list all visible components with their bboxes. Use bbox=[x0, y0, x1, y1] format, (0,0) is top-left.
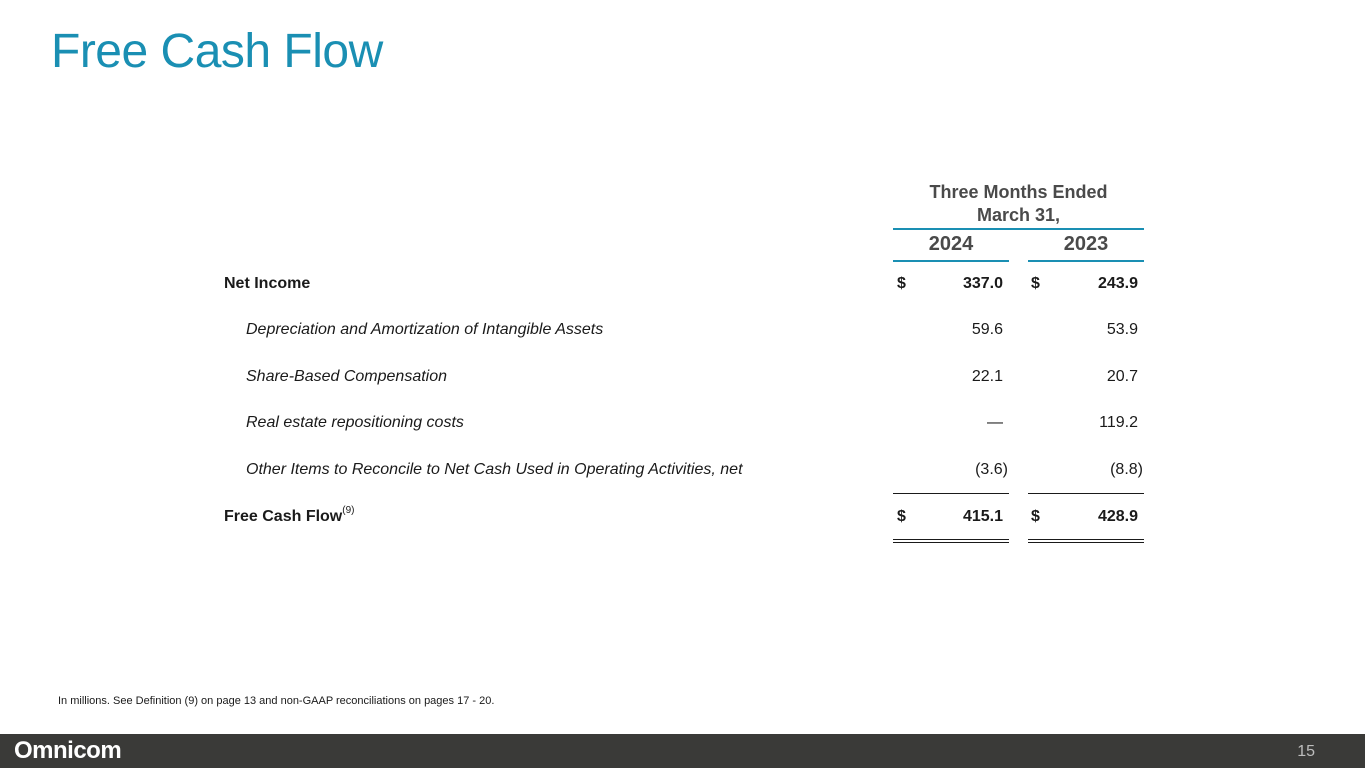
dollar-sign: $ bbox=[897, 275, 906, 292]
dollar-sign: $ bbox=[1031, 275, 1040, 292]
year-rule-2023 bbox=[1028, 260, 1144, 262]
footer-bar bbox=[0, 734, 1365, 768]
total-double-rule-2023 bbox=[1028, 539, 1144, 543]
table-row-depreciation bbox=[0, 321, 1365, 345]
subtotal-rule-2024 bbox=[893, 493, 1009, 494]
omnicom-logo: Omnicom bbox=[14, 737, 122, 764]
table-row-free-cash-flow bbox=[0, 505, 1365, 532]
value-2023: 53.9 bbox=[1106, 321, 1138, 338]
year-rule-2024 bbox=[893, 260, 1009, 262]
row-label: Real estate repositioning costs bbox=[246, 414, 464, 431]
value-2023: (8.8) bbox=[1110, 461, 1143, 478]
value-2024: (3.6) bbox=[975, 461, 1008, 478]
value-2024: 337.0 bbox=[962, 275, 1003, 292]
value-2023: 428.9 bbox=[1097, 508, 1138, 525]
value-2024: 59.6 bbox=[971, 321, 1003, 338]
period-header bbox=[893, 181, 1144, 227]
value-2023: 119.2 bbox=[1099, 414, 1138, 431]
row-label: Share-Based Compensation bbox=[246, 368, 448, 385]
row-label: Net Income bbox=[224, 275, 311, 292]
row-label bbox=[224, 505, 355, 526]
value-2023: 20.7 bbox=[1106, 368, 1138, 385]
value-2024: — bbox=[987, 414, 1003, 431]
dollar-sign: $ bbox=[897, 508, 906, 525]
row-label: Other Items to Reconcile to Net Cash Used in Operating Activities, net bbox=[246, 461, 743, 478]
period-header-line1: Three Months Ended bbox=[929, 182, 1108, 202]
period-header-line2: March 31, bbox=[976, 205, 1061, 225]
year-header-2023: 2023 bbox=[1063, 233, 1109, 255]
value-2024: 415.1 bbox=[962, 508, 1003, 525]
table-row-real-estate bbox=[0, 414, 1365, 438]
dollar-sign: $ bbox=[1031, 508, 1040, 525]
row-label-text: Free Cash Flow bbox=[224, 508, 343, 525]
row-label: Depreciation and Amortization of Intangible Assets bbox=[246, 321, 604, 338]
page-title: Free Cash Flow bbox=[51, 25, 383, 78]
period-header-rule bbox=[893, 228, 1144, 230]
year-header-2024: 2024 bbox=[928, 233, 974, 255]
subtotal-rule-2023 bbox=[1028, 493, 1144, 494]
total-double-rule-2024 bbox=[893, 539, 1009, 543]
table-row-other-items bbox=[0, 461, 1365, 485]
table-row-share-based-comp bbox=[0, 368, 1365, 392]
page-number: 15 bbox=[1297, 743, 1315, 760]
value-2023: 243.9 bbox=[1097, 275, 1138, 292]
footnote: In millions. See Definition (9) on page 13 and non-GAAP reconciliations on pages 17 - 20. bbox=[58, 695, 495, 707]
table-row-net-income bbox=[0, 275, 1365, 299]
value-2024: 22.1 bbox=[971, 368, 1003, 385]
footnote-ref: (9) bbox=[342, 505, 355, 516]
